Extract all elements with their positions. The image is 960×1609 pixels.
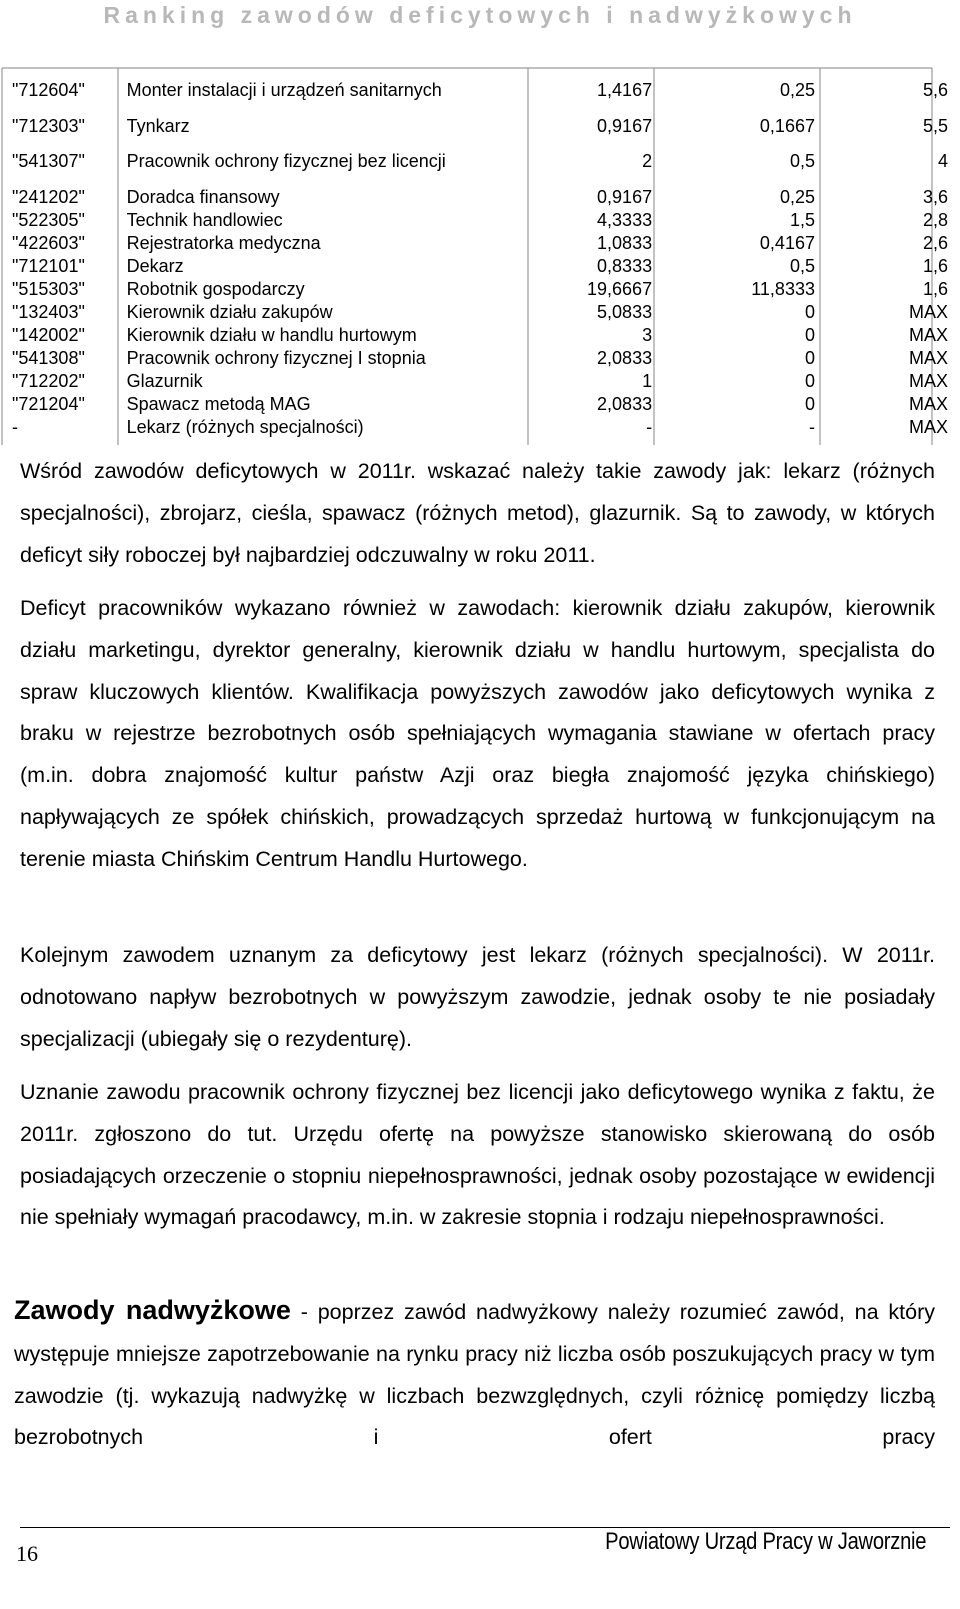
value-col-1: 1: [642, 370, 653, 391]
paragraph-4: [20, 1072, 935, 1239]
value-col-2: 0: [804, 301, 815, 322]
paragraph-3-text: Kolejnym zawodem uznanym za deficytowy jest lekarz (różnych specjalności). W 2011r. odnotowano napływ bezrobotnych w powyższym zawodzie, jednak osoby te nie posiadały specjalizacji (ubiegały się o rezydenturę).: [20, 943, 935, 1051]
value-col-3: 2,6: [922, 232, 948, 253]
occupation-name: Dekarz: [126, 255, 184, 276]
value-col-1: 5,0833: [597, 301, 653, 322]
value-col-1: 2: [642, 151, 653, 171]
occupation-name: Pracownik ochrony fizycznej bez licencji: [126, 151, 446, 171]
occupation-code: "712303": [12, 115, 85, 136]
value-col-1: 2,0833: [597, 393, 653, 414]
value-col-2: -: [808, 416, 815, 437]
occupation-code: -: [12, 416, 18, 437]
paragraph-5: [14, 1290, 935, 1459]
paragraph-5-text: [14, 1290, 935, 1459]
table-row: [4, 137, 952, 185]
surplus-heading: Zawody nadwyżkowe: [14, 1295, 291, 1325]
occupation-name: Spawacz metodą MAG: [126, 393, 311, 414]
value-col-2: 0: [804, 370, 815, 391]
occupation-name: Technik handlowiec: [126, 209, 283, 230]
value-col-1: 1,4167: [597, 80, 653, 100]
footer-organization: Powiatowy Urząd Pracy w Jaworznie: [604, 1528, 926, 1555]
value-col-2: 0,4167: [759, 232, 815, 253]
table-row: [4, 254, 952, 277]
table-row: [4, 114, 952, 137]
table-row: [4, 346, 952, 369]
table-row: [4, 392, 952, 415]
paragraph-5-body: - poprzez zawód nadwyżkowy należy rozumieć zawód, na który występuje mniejsze zapotrzebowanie na rynku pracy niż liczba osób poszukujących pracy w tym zawodzie (tj. wykazują nadwyżkę w liczbach bezwzględnych, czyli różnicę pomiędzy liczbą bezrobotnych i ofert pracy: [14, 1300, 936, 1450]
value-col-1: 1,0833: [597, 232, 653, 253]
table-row: [4, 185, 952, 208]
occupation-code: "712202": [12, 370, 85, 391]
occupation-code: "541308": [12, 347, 85, 368]
value-col-2: 0,1667: [759, 115, 815, 136]
occupation-code: "522305": [12, 209, 85, 230]
value-col-2: 1,5: [789, 209, 815, 230]
page-number: 16: [16, 1541, 38, 1566]
ranking-table: [4, 66, 952, 438]
value-col-3: MAX: [908, 416, 948, 437]
paragraph-2: [20, 588, 935, 881]
value-col-2: 0,25: [779, 80, 815, 100]
value-col-1: -: [646, 416, 653, 437]
occupation-name: Tynkarz: [126, 115, 190, 136]
table-row: [4, 369, 952, 392]
value-col-2: 0: [804, 324, 815, 345]
value-col-3: 3,6: [922, 186, 948, 207]
value-col-3: 5,5: [922, 115, 948, 136]
value-col-1: 19,6667: [587, 278, 653, 299]
occupation-code: "132403": [12, 301, 85, 322]
value-col-3: 4: [937, 151, 948, 171]
occupation-name: Kierownik działu w handlu hurtowym: [126, 324, 417, 345]
value-col-3: 1,6: [922, 278, 948, 299]
value-col-2: 0,5: [789, 151, 815, 171]
paragraph-1: [20, 451, 935, 576]
value-col-1: 0,9167: [597, 186, 653, 207]
occupation-name: Rejestratorka medyczna: [126, 232, 321, 253]
occupation-name: Robotnik gospodarczy: [126, 278, 305, 299]
paragraph-4-text: Uznanie zawodu pracownik ochrony fizycznej bez licencji jako deficytowego wynika z faktu, że 2011r. zgłoszono do tut. Urzędu ofertę na powyższe stanowisko skierowaną do osób posiadających orzeczenie o stopniu niepełnosprawności, jednak osoby pozostające w ewidencji nie spełniały wymagań pracodawcy, m.in. w zakresie stopnia i rodzaju niepełnosprawności.: [20, 1080, 935, 1230]
occupation-name: Monter instalacji i urządzeń sanitarnych: [126, 80, 442, 100]
value-col-2: 0,5: [789, 255, 815, 276]
value-col-1: 2,0833: [597, 347, 653, 368]
value-col-3: 1,6: [922, 255, 948, 276]
value-col-3: MAX: [908, 370, 948, 391]
paragraph-3: [20, 935, 935, 1060]
table-row: [4, 277, 952, 300]
value-col-3: 5,6: [922, 80, 948, 100]
value-col-3: MAX: [908, 393, 948, 414]
occupation-code: "541307": [12, 151, 85, 171]
occupation-name: Pracownik ochrony fizycznej I stopnia: [126, 347, 426, 368]
value-col-1: 4,3333: [597, 209, 653, 230]
occupation-name: Kierownik działu zakupów: [126, 301, 333, 322]
value-col-3: MAX: [908, 301, 948, 322]
value-col-1: 0,9167: [597, 115, 653, 136]
occupation-name: Lekarz (różnych specjalności): [126, 416, 364, 437]
table-row: [4, 323, 952, 346]
table-row: [4, 415, 952, 438]
occupation-code: "721204": [12, 393, 85, 414]
occupation-name: Doradca finansowy: [126, 186, 280, 207]
occupation-code: "712101": [12, 255, 85, 276]
value-col-3: MAX: [908, 347, 948, 368]
occupation-code: "422603": [12, 232, 85, 253]
value-col-3: 2,8: [922, 209, 948, 230]
value-col-2: 0: [804, 347, 815, 368]
value-col-1: 0,8333: [597, 255, 653, 276]
occupation-code: "712604": [12, 80, 85, 100]
occupation-code: "241202": [12, 186, 85, 207]
value-col-2: 11,8333: [751, 278, 815, 299]
value-col-2: 0,25: [779, 186, 815, 207]
table-row: [4, 66, 952, 114]
value-col-3: MAX: [908, 324, 948, 345]
occupation-name: Glazurnik: [126, 370, 203, 391]
table-row: [4, 208, 952, 231]
paragraph-1-text: Wśród zawodów deficytowych w 2011r. wskazać należy takie zawody jak: lekarz (różnych specjalności), zbrojarz, cieśla, spawacz (różnych metod), glazurnik. Są to zawody, w których deficyt siły roboczej był najbardziej odczuwalny w roku 2011.: [20, 459, 935, 567]
value-col-1: 3: [642, 324, 653, 345]
occupation-code: "515303": [12, 278, 85, 299]
table-row: [4, 300, 952, 323]
value-col-2: 0: [804, 393, 815, 414]
table-row: [4, 231, 952, 254]
occupation-code: "142002": [12, 324, 85, 345]
page-header-title: Ranking zawodów deficytowych i nadwyżkowych: [103, 2, 857, 28]
paragraph-2-text: Deficyt pracowników wykazano również w zawodach: kierownik działu zakupów, kierownik działu marketingu, dyrektor generalny, kierownik działu w handlu hurtowym, specjalista do spraw kluczowych klientów. Kwalifikacja powyższych zawodów jako deficytowych wynika z braku w rejestrze bezrobotnych osób spełniających wymagania stawiane w ofertach pracy (m.in. dobra znajomość kultur państw Azji oraz biegła znajomość języka chińskiego) napływających ze spółek chińskich, prowadzących sprzedaż hurtową w funkcjonującym na terenie miasta Chińskim Centrum Handlu Hurtowego.: [20, 596, 935, 871]
